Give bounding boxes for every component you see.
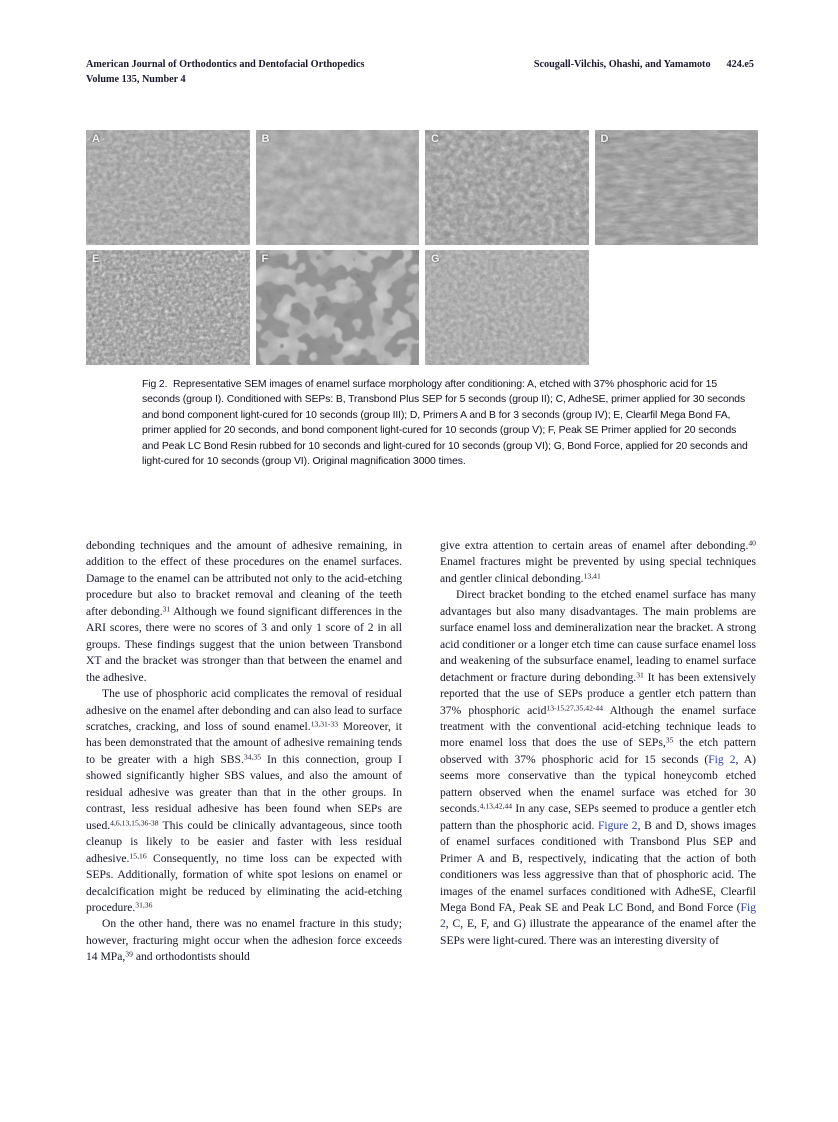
running-head-journal <box>86 58 364 87</box>
citation-ref: 31 <box>162 604 171 614</box>
text-run: In any case, SEPs seemed to produce a gentler etch pattern than the phosphoric acid. <box>440 802 756 832</box>
text-run: debonding techniques and the amount of adhesive remaining, in addition to the effect of these procedures on the enamel surfaces. Damage to the enamel can be attributed not only to the acid-etching procedure but also to bracket removal and cleaning of the teeth after debonding. <box>86 539 402 618</box>
sem-texture-g <box>425 250 589 365</box>
figure-cross-reference[interactable]: Figure 2 <box>597 818 638 832</box>
page-number: 424.e5 <box>726 59 754 70</box>
paragraph-l3 <box>86 916 402 965</box>
text-run: In this connection, group I showed significantly higher SBS values, and also the amount of residual adhesive was greater than that in the other groups. In contrast, less residual adhesive has been found when SEPs are used. <box>86 752 402 832</box>
citation-ref: 15,16 <box>129 851 147 861</box>
citation-ref: 31,36 <box>135 900 153 910</box>
panel-label-d: D <box>600 133 609 145</box>
sem-panel-b <box>256 130 420 245</box>
text-run: the etch pattern observed with 37% phosphoric acid for 15 seconds ( <box>440 736 757 766</box>
citation-ref: 13-15,27,35,42-44 <box>546 703 604 713</box>
text-run: It has been extensively reported that the use of SEPs produce a gentler etch pattern than 37% phosphoric acid <box>440 670 756 717</box>
running-head <box>86 58 754 87</box>
body-text <box>86 538 756 966</box>
panel-label-e: E <box>92 253 100 265</box>
sem-texture-d <box>595 130 759 245</box>
sem-texture-c <box>425 130 589 245</box>
text-run: , A) seems more conservative than the typical honeycomb etched pattern observed when the enamel surface was etched for 30 seconds. <box>440 752 756 816</box>
citation-ref: 4,13,42,44 <box>479 801 513 811</box>
text-run: Moreover, it has been demonstrated that the amount of adhesive remaining tends to be greater with a high SBS. <box>86 719 402 766</box>
sem-panel-a <box>86 130 250 245</box>
citation-ref: 31 <box>636 670 644 680</box>
panel-label-c: C <box>431 133 440 145</box>
figure-caption-text: Representative SEM images of enamel surface morphology after conditioning: A, etched with 37% phosphoric acid for 15 seconds (group I). Conditioned with SEPs: B, Transbond Plus SEP for 5 seconds (group II); C, AdheSE, primer applied for 30 seconds and bond component light-cured for 10 seconds (group III); D, Primers A and B for 3 seconds (group IV); E, Clearfil Mega Bond FA, primer applied for 20 seconds, and bond component light-cured for 10 seconds (group V); F, Peak SE Primer applied for 20 seconds and Peak LC Bond Resin rubbed for 10 seconds and light-cured for 10 seconds (group VI); G, Bond Force, applied for 20 seconds and light-cured for 10 seconds (group VI). Original magnification 3000 times. <box>142 379 748 468</box>
text-run: On the other hand, there was no enamel fracture in this study; however, fracturing might occur when the adhesion force exceeds 14 MPa, <box>86 917 402 964</box>
figure-cross-reference[interactable]: Fig 2 <box>440 900 756 931</box>
journal-volume-line: Volume 135, Number 4 <box>86 73 186 85</box>
sem-texture-f <box>256 250 420 365</box>
text-run: Although the enamel surface treatment with the conventional acid-etching technique leads to more enamel loss that does the use of SEPs, <box>440 703 756 750</box>
figure-cross-reference[interactable]: Fig 2 <box>708 752 736 766</box>
text-run: The use of phosphoric acid complicates the removal of residual adhesive on the enamel after debonding and can also lead to surface scratches, cracking, and loss of sound enamel. <box>86 687 402 733</box>
text-run: Although we found significant differences in the ARI scores, there were no scores of 3 and only 1 score of 2 in all groups. These findings suggest that the union between Transbond XT and the bracket was stronger than that between the enamel and the adhesive. <box>86 604 403 684</box>
sem-panel-e <box>86 250 250 365</box>
sem-row-1 <box>86 130 758 245</box>
left-column <box>86 538 402 966</box>
paragraph-l2 <box>86 686 402 916</box>
citation-ref: 35 <box>665 735 674 745</box>
text-run: Direct bracket bonding to the etched enamel surface has many advantages but also many disadvantages. The main problems are surface enamel loss and demineralization near the bracket. A strong acid conditioner or a longer etch time can cause surface enamel loss and weakening of the subsurface enamel, leading to enamel surface detachment or fracture during debonding. <box>440 588 756 684</box>
figure-caption-label: Fig 2. <box>142 379 168 390</box>
figure-caption <box>142 377 756 469</box>
sem-panel-c <box>425 130 589 245</box>
citation-ref: 13,41 <box>583 571 601 581</box>
text-run: Consequently, no time loss can be expected with SEPs. Additionally, formation of white spot lesions on enamel or decalcification might be reduced by eliminating the acid-etching procedure. <box>86 851 402 914</box>
sem-panel-g <box>425 250 589 365</box>
sem-panel-d <box>595 130 759 245</box>
paragraph-r1 <box>440 538 756 587</box>
text-run: and orthodontists should <box>132 950 250 964</box>
journal-title-line1: American Journal of Orthodontics and Dentofacial Orthopedics <box>86 59 365 70</box>
figure-2 <box>86 130 758 365</box>
sem-row-2 <box>86 250 758 365</box>
running-head-authors: Scougall-Vilchis, Ohashi, and Yamamoto <box>533 59 711 70</box>
text-run: Enamel fractures might be prevented by using special techniques and gentler clinical debonding. <box>440 555 756 585</box>
sem-panel-empty-slot <box>595 250 759 365</box>
citation-ref: 39 <box>125 949 133 959</box>
citation-ref: 13,31-33 <box>310 719 339 729</box>
citation-ref: 40 <box>748 538 756 548</box>
citation-ref: 4,6,13,15,36-38 <box>110 818 159 828</box>
paragraph-l1 <box>86 538 402 686</box>
sem-texture-e <box>86 250 250 365</box>
right-column <box>440 538 756 966</box>
text-run: give extra attention to certain areas of enamel after debonding. <box>440 539 749 552</box>
panel-label-f: F <box>261 253 269 265</box>
paragraph-r2 <box>440 587 756 949</box>
sem-texture-b <box>256 130 420 245</box>
citation-ref: 34,35 <box>243 752 262 762</box>
sem-panel-f <box>256 250 420 365</box>
sem-texture-a <box>86 130 250 245</box>
text-run: This could be clinically advantageous, since tooth cleanup is likely to be easier and faster with less residual adhesive. <box>86 818 402 865</box>
panel-label-b: B <box>261 133 270 145</box>
panel-label-a: A <box>92 133 101 145</box>
text-run: , C, E, F, and G) illustrate the appearance of the enamel after the SEPs were light-cured. There was an interesting diversity of <box>440 917 756 947</box>
panel-label-g: G <box>431 253 440 265</box>
text-run: , B and D, shows images of enamel surfaces conditioned with Transbond Plus SEP and Primer A and B, respectively, indicating that the action of both conditioners was less aggressive than that of phosphoric acid. The images of the enamel surfaces conditioned with AdheSE, Clearfil Mega Bond FA, Peak SE and Peak LC Bond, and Bond Force ( <box>440 818 756 914</box>
sem-image-grid <box>86 130 758 365</box>
running-head-authors-block <box>534 58 754 73</box>
